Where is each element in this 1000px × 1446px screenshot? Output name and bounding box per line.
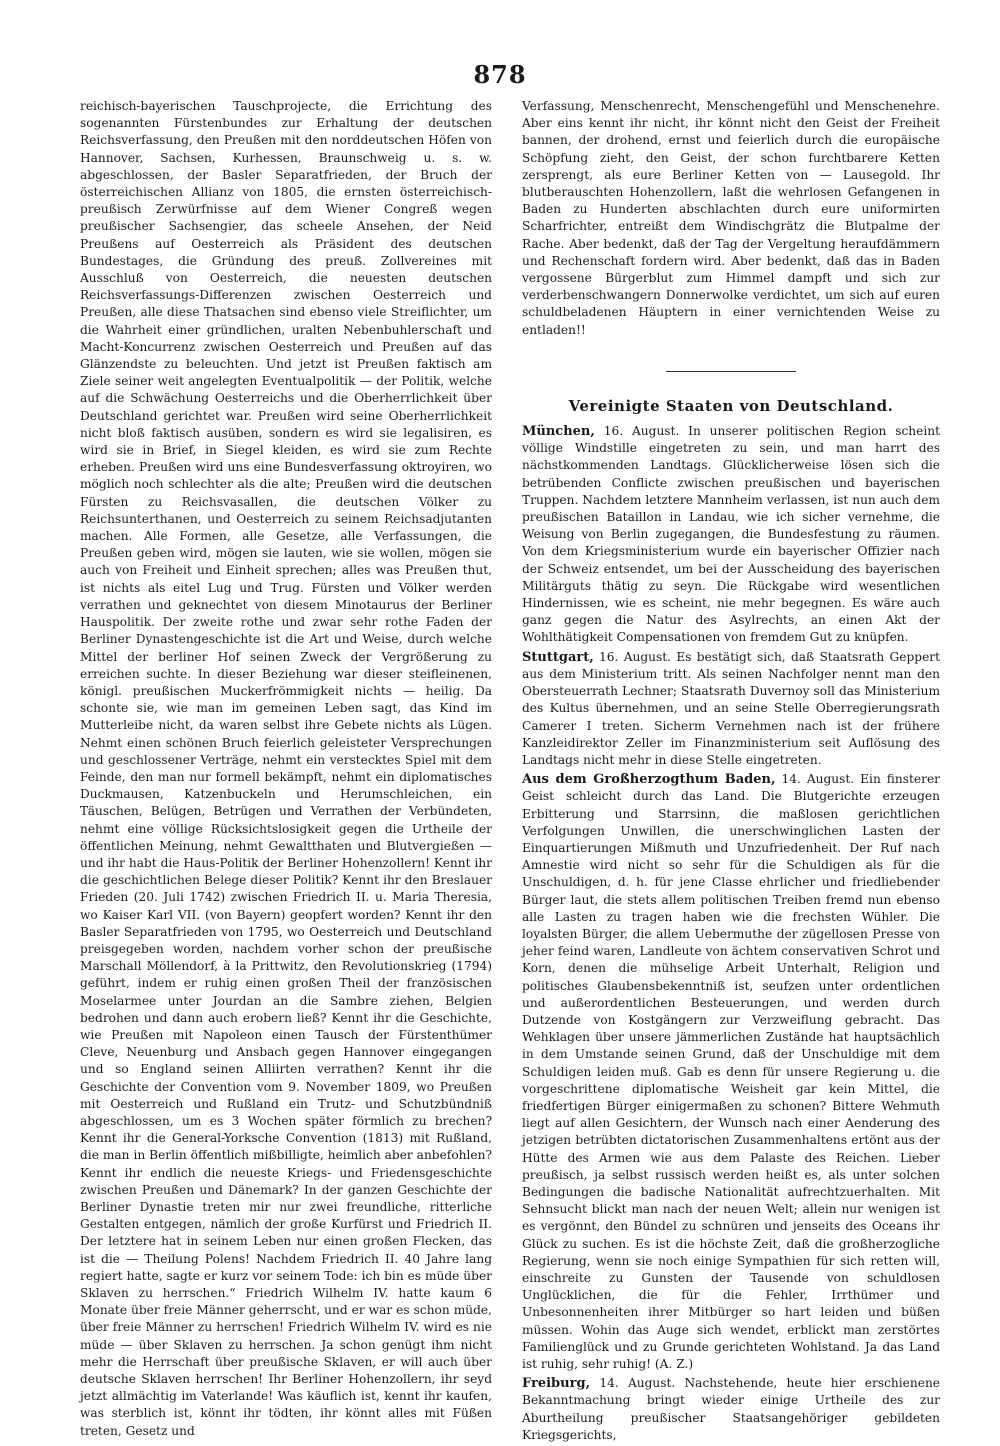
section-title: Vereinigte Staaten von Deutschland.	[568, 396, 894, 415]
editorial-conclusion: Verfassung, Menschenrecht, Menschengefühl und Menschenehre. Aber eins kennt ihr nicht, ihr könnt nicht den Geist der Freiheit bannen, der drohend, ernst und feierlich durch die europäische Schöpfung zieht, den Geist, der schon furchtbarere Ketten zersprengt, als eure Berliner Ketten von — Lausegold. Ihr blutberauschten Hohenzollern, laßt die wehrlosen Gefangenen in Baden zu Hunderten abschlachten durch eure uniformirten Scharfrichter, entreißt dem Windischgrätz die Blutpalme der Rache. Aber bedenkt, daß der Tag der Vergeltung heraufdämmern und Rechenschaft fordern wird. Aber bedenkt, daß das in Baden vergossene Bürgerblut zum Himmel dampft und sich zur verderbenschwangern Donnerwolke verdichtet, um sich auf euren schuldbeladenen Häuptern in einer vernichtenden Weise zu entladen!!	[522, 99, 940, 337]
report-text: 14. August. Nachstehende, heute hier erschienene Bekanntmachung bringt wieder einige Urtheile des zur Aburtheilung preußischer Staatsangehöriger gebildeten Kriegsgerichts,	[522, 1376, 941, 1442]
report-munich	[522, 423, 940, 647]
report-signature: (A. Z.)	[654, 1357, 694, 1372]
right-column	[522, 98, 940, 1446]
report-baden	[522, 771, 940, 1373]
report-text: 14. August. Ein finsterer Geist schleicht durch das Land. Die Blutgerichte erzeugen Erbitterung und Starrsinn, die maßlosen gerichtlichen Verfolgungen Unwillen, die unerschwinglichen Lasten der Einquartierungen Mißmuth und Unzufriedenheit. Der Ruf nach Amnestie wird nicht so sehr für die Schuldigen als für die Unschuldigen, d. h. für jene Classe ehrlicher und friedliebender Bürger laut, die stets allem politischen Treiben fremd nun ebenso alle Lasten zu tragen haben wie die frechsten Wühler. Die loyalsten Bürger, die allem Uebermuthe der zügellosen Presse von jeher feind waren, Landleute von ächtem conservativen Schrot und Korn, denen die mühselige Arbeit Unterhalt, Religion und politisches Glaubensbekenntniß ist, seufzen unter ordentlichen und außerordentlichen Besteuerungen, und werden durch Dutzende von Kostgängern zur Verzweiflung gebracht. Das Wehklagen über unsere jämmerlichen Zustände hat hauptsächlich in dem Umstande seinen Grund, daß der Unschuldige mit dem Schuldigen leiden muß. Gab es denn für unsere Regierung u. die vorgeschrittene diplomatische Weisheit gar kein Mittel, die friedfertigen Bürger einigermaßen zu schonen? Bittere Wehmuth liegt auf allen Gesichtern, der Wunsch nach einer Aenderung des jetzigen betrübten dictatorischen Zusammenhaltens ertönt aus der Hütte des Armen wie aus dem Palaste des Reichen. Lieber preußisch, ja selbst russisch werden heißt es, als unter solchen Bedingungen die badische Nationalität aufrechtzuerhalten. Mit Sehnsucht blickt man nach der neuen Welt; allein nur wenigen ist es vergönnt, den Bündel zu schnüren und jenseits des Oceans ihr Glück zu suchen. Es ist die höchste Zeit, daß die großherzogliche Regierung, wenn sie noch einige Sympathien für sich retten will, einschreite zu Gunsten der Tausende von schuldlosen Unglücklichen, die für die Fehler, Irrthümer und Unbesonnenheiten ihrer Mitbürger so hart leiden und büßen müssen. Wohin das Auge sich wendet, erblickt man zerstörtes Familienglück und zu Grunde gerichteten Wohlstand. Ja das Land ist ruhig, sehr ruhig!	[522, 772, 940, 1372]
section-divider	[666, 371, 796, 372]
report-place: München,	[522, 424, 595, 440]
report-text: 16. August. In unserer politischen Region scheint völlige Windstille eingetreten zu sein, und man harrt des nächstkommenden Landtags. Glücklicherweise lösen sich die betrübenden Conflicte zwischen preußischen und bayerischen Truppen. Nachdem letztere Mannheim verlassen, ist nun auch dem preußischen Bataillon in Landau, wie ich sicher vernehme, die Weisung von Berlin zugegangen, die Bundesfestung zu räumen. Von dem Kriegsministerium wurde ein bayerischer Offizier nach der Schweiz entsendet, um bei der Ausscheidung des bayerischen Militärguts thätig zu seyn. Die Rückgabe wird wesentlichen Hindernissen, wie es scheint, nie mehr begegnen. Es wäre auch ganz gegen die Natur des Asylrechts, an einen Akt der Wohlthätigkeit Compensationen von fremdem Gut zu knüpfen.	[522, 424, 940, 645]
report-place: Freiburg,	[522, 1376, 591, 1392]
report-text: 16. August. Es bestätigt sich, daß Staatsrath Geppert aus dem Ministerium tritt. Als seinen Nachfolger nennt man den Obersteuerrath Lechner; Staatsrath Duvernoy soll das Ministerium des Kultus übernehmen, und an seine Stelle Oberregierungsrath Camerer I treten. Sicherm Vernehmen nach ist der frühere Kanzleidirektor Zeller im Finanzministerium seit Auflösung des Landtags nicht mehr in diese Stelle eingetreten.	[522, 649, 941, 767]
report-freiburg	[522, 1375, 940, 1444]
left-column	[80, 98, 492, 1440]
page-number: 878	[473, 60, 527, 89]
report-place: Stuttgart,	[522, 649, 594, 665]
left-column-text: reichisch-bayerischen Tauschprojecte, die Errichtung des sogenannten Fürstenbundes zur Erhaltung der deutschen Reichsverfassung, den Preußen mit den norddeutschen Höfen von Hannover, Sachsen, Kurhessen, Braunschweig u. s. w. abgeschlossen, der Basler Separatfrieden, der Bruch der österreichischen Allianz von 1805, die ernsten österreichisch-preußisch Zerwürfnisse auf dem Wiener Congreß wegen preußischer Sachsengier, das scheele Ansehen, der Neid Preußens auf Oesterreich als Präsident des deutschen Bundestages, die Gründung des preuß. Zollvereines mit Ausschluß von Oesterreich, die neuesten deutschen Reichsverfassungs-Differenzen zwischen Oesterreich und Preußen, alle diese Thatsachen sind ebenso viele Streiflichter, um die Wahrheit einer gründlichen, uralten Nebenbuhlerschaft und Macht-Koncurrenz zwischen Oesterreich und Preußen auf das Glänzendste zu beleuchten. Und jetzt ist Preußen faktisch am Ziele seiner weit angelegten Eventualpolitik — der Politik, welche auf die Schwächung Oesterreichs und die Oberherrlichkeit über Deutschland gerichtet war. Preußen wird seine Oberherrlichkeit nicht bloß faktisch ausüben, sondern es wird sie legalisiren, es wird sie in Brief, in Siegel kleiden, es wird sie zum Rechte erheben. Preußen wird uns eine Bundesverfassung oktroyiren, wo möglich noch schlechter als die alte; Preußen wird die deutschen Fürsten zu Reichsvasallen, die deutschen Völker zu Reichsunterthanen, und Oesterreich zu seinem Reichsadjutanten machen. Alle Formen, alle Gesetze, alle Verfassungen, die Preußen geben wird, mögen sie lauten, wie sie wollen, mögen sie auch von Freiheit und Einheit sprechen; alles was Preußen thut, ist nichts als eitel Lug und Trug. Fürsten und Völker werden verrathen und geknechtet von diesem Minotaurus der Berliner Hauspolitik. Der zweite rothe und zwar sehr rothe Faden der Berliner Dynastengeschichte ist die Art und Weise, durch welche Mittel der berliner Hof seinen Zweck der Vergrößerung zu erreichen suchte. In dieser Beziehung war dieser steifleinenen, königl. preußischen Muckerfrömmigkeit nichts — heilig. Da schonte sie, wie man im gemeinen Leben sagt, das Kind im Mutterleibe nicht, da waren selbst ihre Gebete nichts als Lügen. Nehmt einen schönen Bruch feierlich geleisteter Versprechungen und geschlossener Verträge, nehmt ein verstecktes Spiel mit dem Feinde, den man nur formell bekämpft, nehmt ein diplomatisches Duckmausen, Katzenbuckeln und Herumschleichen, ein Täuschen, Belügen, Betrügen und Verrathen der Verbündeten, nehmt eine völlige Rücksichtslosigkeit gegen die Urtheile der öffentlichen Meinung, nehmt Gewaltthaten und Blutvergießen — und ihr habt die Haus-Politik der Berliner Hohenzollern! Kennt ihr die geschichtlichen Belege dieser Politik? Kennt ihr den Breslauer Frieden (20. Juli 1742) zwischen Friedrich II. u. Maria Theresia, wo Kaiser Karl VII. (von Bayern) geopfert worden? Kennt ihr den Basler Separatfrieden von 1795, wo Oesterreich und Deutschland preisgegeben worden, nachdem vorher schon der preußische Marschall Möllendorf, à la Prittwitz, den Revolutionskrieg (1794) geführt, indem er ruhig einen großen Theil der französischen Moselarmee unter Jourdan an die Sambre ziehen, Belgien bedrohen und dann auch erobern ließ? Kennt ihr die Geschichte, wie Preußen mit Napoleon einen Tausch der Fürstenthümer Cleve, Neuenburg und Ansbach gegen Hannover eingegangen und so England seinen Alliirten verrathen? Kennt ihr die Geschichte der Convention vom 9. November 1809, wo Preußen mit Oesterreich und Rußland ein Trutz- und Schutzbündniß abgeschlossen, um es 3 Wochen später förmlich zu brechen? Kennt ihr die General-Yorksche Convention (1813) mit Rußland, die man in Berlin öffentlich mißbilligte, heimlich aber anbefohlen? Kennt ihr endlich die neueste Kriegs- und Friedensgeschichte zwischen Preußen und Dänemark? In der ganzen Geschichte der Berliner Dynastie treten mir nur zwei freundliche, ritterliche Gestalten entgegen, nämlich der große Kurfürst und Friedrich II. Der letztere hat in seinem Leben nur einen großen Flecken, das ist die — Theilung Polens! Nachdem Friedrich II. 40 Jahre lang regiert hatte, sagte er kurz vor seinem Tode: ich bin es müde über Sklaven zu herrschen.“ Friedrich Wilhelm IV. hatte kaum 6 Monate über freie Männer geherrscht, und er war es schon müde, über freie Männer zu herrschen! Friedrich Wilhelm IV. wird es nie müde — über Sklaven zu herrschen. Ja schon genügt ihm nicht mehr die Herrschaft über preußische Sklaven, er will auch über deutsche Sklaven herrschen! Ihr Berliner Hohenzollern, ihr seyd jetzt allmächtig im Vaterlande! Was käuflich ist, kennt ihr kaufen, was sterblich ist, könnt ihr tödten, ihr könnt alles mit Füßen treten, Gesetz und	[80, 99, 492, 1438]
report-place: Aus dem Großherzogthum Baden,	[522, 772, 776, 788]
report-stuttgart	[522, 649, 940, 769]
